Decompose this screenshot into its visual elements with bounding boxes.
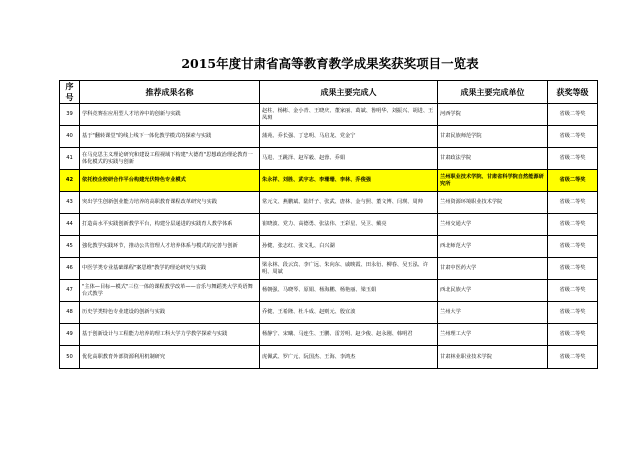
authors-cell: 朱永祥、刘胜、武宇志、李珊珊、李林、乔俊强 <box>260 170 438 192</box>
project-name-cell: 基于"翻转课堂"的线上线下一体化教学模式的探索与实践 <box>80 126 260 148</box>
table-row <box>60 148 598 170</box>
table-row <box>60 324 598 346</box>
authors-cell: 虎佩武、罗广元、阮国杰、王海、李鸿杰 <box>260 346 438 369</box>
institution-cell: 甘肃民族师范学院 <box>438 126 548 148</box>
authors-cell: 乔健、王希隆、杜斗成、赵则元、殷宜波 <box>260 302 438 324</box>
col-header-unit: 成果主要完成单位 <box>438 81 548 104</box>
award-level-cell: 省级二等奖 <box>548 302 598 324</box>
authors-cell: 杨静宁、宋曦、马连生、王鹏、雷芳明、赵少俊、赵永刚、韩明君 <box>260 324 438 346</box>
award-level-cell: 省级二等奖 <box>548 258 598 280</box>
award-level-cell: 省级二等奖 <box>548 192 598 214</box>
award-level-cell: 省级二等奖 <box>548 236 598 258</box>
table-row-highlighted <box>60 170 598 192</box>
award-level-cell: 省级二等奖 <box>548 346 598 369</box>
table-row <box>60 126 598 148</box>
table-row <box>60 346 598 369</box>
institution-cell: 兰州职业技术学院、甘肃省科学院自然能源研究所 <box>438 170 548 192</box>
institution-cell: 西北师范大学 <box>438 236 548 258</box>
col-header-people: 成果主要完成人 <box>260 81 438 104</box>
project-name-cell: 中医学类专业基础课程"案思维"教学的理论研究与实践 <box>80 258 260 280</box>
project-name-cell: 強化教学实践环节，推动公共管理人才培养体系与模式的完善与创新 <box>80 236 260 258</box>
authors-cell: 马进、王跳泽、赵军毅、赵蓉、乔娟 <box>260 148 438 170</box>
authors-cell: 蒲苑、乔长强、丁忠明、马启龙、党金宁 <box>260 126 438 148</box>
awards-table <box>59 80 598 369</box>
authors-cell: 常元文、燕鹏斌、陆钎子、张武、唐林、金与照、董文博、闫瑛、周帅 <box>260 192 438 214</box>
index-cell: 44 <box>60 214 80 236</box>
index-cell: 43 <box>60 192 80 214</box>
project-name-cell: 突出学生创新创业能力培养的高职教育课程改革研究与实践 <box>80 192 260 214</box>
table-row <box>60 214 598 236</box>
project-name-cell: 在马克思主义理论研究和建设工程视域下构建"大德育"思想政治理论教育一体化模式的实践与创新 <box>80 148 260 170</box>
award-level-cell: 省级二等奖 <box>548 170 598 192</box>
award-level-cell: 省级二等奖 <box>548 280 598 302</box>
institution-cell: 甘肃中医药大学 <box>438 258 548 280</box>
table-row <box>60 258 598 280</box>
index-cell: 47 <box>60 280 80 302</box>
project-name-cell: 优化高职教育外部资源利用机制研究 <box>80 346 260 369</box>
header-row <box>60 81 598 104</box>
project-name-cell: 依托校企校研合作平台构建光伏特色专业模式 <box>80 170 260 192</box>
award-level-cell: 省级二等奖 <box>548 104 598 126</box>
institution-cell: 甘肃林业职业技术学院 <box>438 346 548 369</box>
table-row <box>60 236 598 258</box>
institution-cell: 兰州理工大学 <box>438 324 548 346</box>
authors-cell: 赵柱、杨彬、金小青、王晓庆、董家丽、葛斌、鲁明华、刘振兴、胡进、王凤斑 <box>260 104 438 126</box>
index-cell: 45 <box>60 236 80 258</box>
index-cell: 42 <box>60 170 80 192</box>
project-name-cell: 学科竞赛在应用型人才培养中的创新与实践 <box>80 104 260 126</box>
authors-cell: 崔晓波、党力、高德勇、张法伟、王彩星、吴卫、戴亮 <box>260 214 438 236</box>
table-row <box>60 302 598 324</box>
authors-cell: 梁永林、段云宾、李广远、朱向东、戚映霞、田永衍、柳春、吴玉泓、许明、周斌 <box>260 258 438 280</box>
award-level-cell: 省级二等奖 <box>548 148 598 170</box>
col-header-index: 序号 <box>60 81 80 104</box>
project-name-cell: 打造高水平实践创新教学平台，构建分层递进的实践育人教学体系 <box>80 214 260 236</box>
institution-cell: 兰州交通大学 <box>438 214 548 236</box>
institution-cell: 兰州大学 <box>438 302 548 324</box>
index-cell: 49 <box>60 324 80 346</box>
institution-cell: 西北民族大学 <box>438 280 548 302</box>
index-cell: 46 <box>60 258 80 280</box>
institution-cell: 甘肃政法学院 <box>438 148 548 170</box>
page-title: 2015年度甘肃省高等教育教学成果奖获奖项目一览表 <box>181 56 479 71</box>
index-cell: 40 <box>60 126 80 148</box>
col-header-level: 获奖等级 <box>548 81 598 104</box>
institution-cell: 兰州资源环境职业技术学院 <box>438 192 548 214</box>
col-header-name: 推荐成果名称 <box>80 81 260 104</box>
project-name-cell: 基于创新设计与工程能力培养的理工科大学力学教学探索与实践 <box>80 324 260 346</box>
table-row <box>60 280 598 302</box>
index-cell: 41 <box>60 148 80 170</box>
authors-cell: 孙健、张志红、张文礼、白兴湖 <box>260 236 438 258</box>
project-name-cell: "主体—目标—模式"三位一体的课程教学改革——音乐与舞蹈类大学英语舞台式教学 <box>80 280 260 302</box>
authors-cell: 杨朝强、马晓琴、原娟、杨海鹏、杨艳丽、梁玉娟 <box>260 280 438 302</box>
award-level-cell: 省级二等奖 <box>548 214 598 236</box>
index-cell: 50 <box>60 346 80 369</box>
index-cell: 39 <box>60 104 80 126</box>
project-name-cell: 历史学类特色专业建设的创新与实践 <box>80 302 260 324</box>
institution-cell: 河西学院 <box>438 104 548 126</box>
index-cell: 48 <box>60 302 80 324</box>
award-level-cell: 省级二等奖 <box>548 126 598 148</box>
award-level-cell: 省级二等奖 <box>548 324 598 346</box>
table-row <box>60 192 598 214</box>
table-row <box>60 104 598 126</box>
